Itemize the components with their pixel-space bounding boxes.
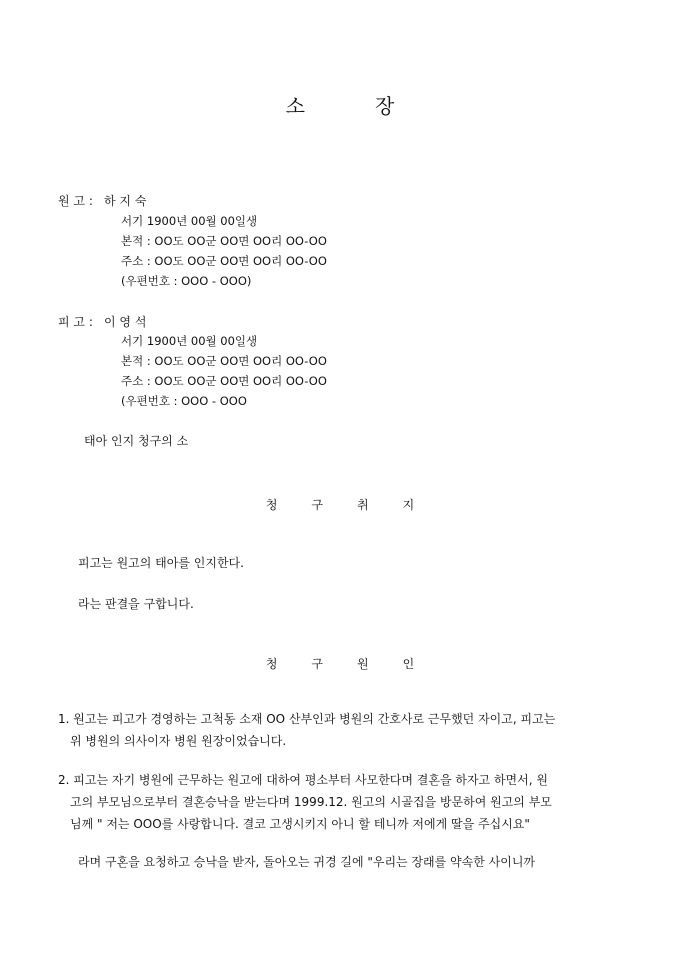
heading-char: 취 (357, 498, 369, 512)
item-number: 2. (58, 773, 70, 787)
claim-purpose-heading (0, 496, 680, 513)
defendant-birth: 서기 1900년 00월 00일생 (121, 334, 258, 348)
plaintiff-postal: (우편번호 : OOO - OOO) (121, 274, 252, 288)
item-text: 고의 부모님으로부터 결혼승낙을 받는다며 1999.12. 원고의 시골집을 방문하여 원고의 부모 (70, 795, 552, 809)
plaintiff-label: 원 고 : (58, 194, 93, 208)
defendant-label: 피 고 : (58, 315, 93, 329)
plaintiff-name: 하 지 숙 (104, 194, 147, 208)
item-text: 피고는 자기 병원에 근무하는 원고에 대하여 평소부터 사모한다며 결혼을 하자고 하면서, 원 (73, 773, 548, 787)
heading-char: 원 (357, 657, 369, 671)
defendant-domicile: 본적 : OO도 OO군 OO면 OO리 OO-OO (121, 354, 327, 368)
plaintiff-domicile: 본적 : OO도 OO군 OO면 OO리 OO-OO (121, 234, 327, 248)
heading-char: 청 (265, 498, 278, 512)
claim-purpose-text: 피고는 원고의 태아를 인지한다. (78, 556, 244, 570)
claim-cause-item-2 (58, 769, 638, 835)
claim-cause-heading (0, 655, 680, 672)
plaintiff-birth: 서기 1900년 00월 00일생 (121, 214, 258, 228)
document-title (0, 90, 680, 119)
item-text: 님께 " 저는 OOO를 사랑합니다. 결코 고생시키지 아니 할 테니까 저에게 딸을 주십시요" (70, 817, 530, 831)
item-text: 원고는 피고가 경영하는 고척동 소재 OO 산부인과 병원의 간호사로 근무했던 자이고, 피고는 (73, 712, 556, 726)
claim-purpose-judgment: 라는 판결을 구합니다. (78, 597, 194, 611)
defendant-address: 주소 : OO도 OO군 OO면 OO리 OO-OO (121, 374, 327, 388)
heading-char: 인 (402, 657, 415, 671)
item-text: 위 병원의 의사이자 병원 원장이었습니다. (70, 734, 287, 748)
case-name: 태아 인지 청구의 소 (84, 434, 189, 448)
plaintiff-address: 주소 : OO도 OO군 OO면 OO리 OO-OO (121, 254, 327, 268)
title-char-1: 소 (285, 94, 305, 118)
heading-char: 구 (311, 498, 323, 512)
heading-char: 구 (311, 657, 323, 671)
heading-char: 청 (265, 657, 278, 671)
heading-char: 지 (402, 498, 415, 512)
title-char-2: 장 (375, 94, 395, 118)
claim-cause-continuation: 라며 구혼을 요청하고 승낙을 받자, 돌아오는 귀경 길에 "우리는 장래를 약속한 사이니까 (78, 855, 536, 869)
claim-cause-item-1 (58, 708, 638, 752)
defendant-postal: (우편번호 : OOO - OOO (121, 394, 247, 408)
defendant-name: 이 영 석 (104, 315, 147, 329)
item-number: 1. (58, 712, 70, 726)
